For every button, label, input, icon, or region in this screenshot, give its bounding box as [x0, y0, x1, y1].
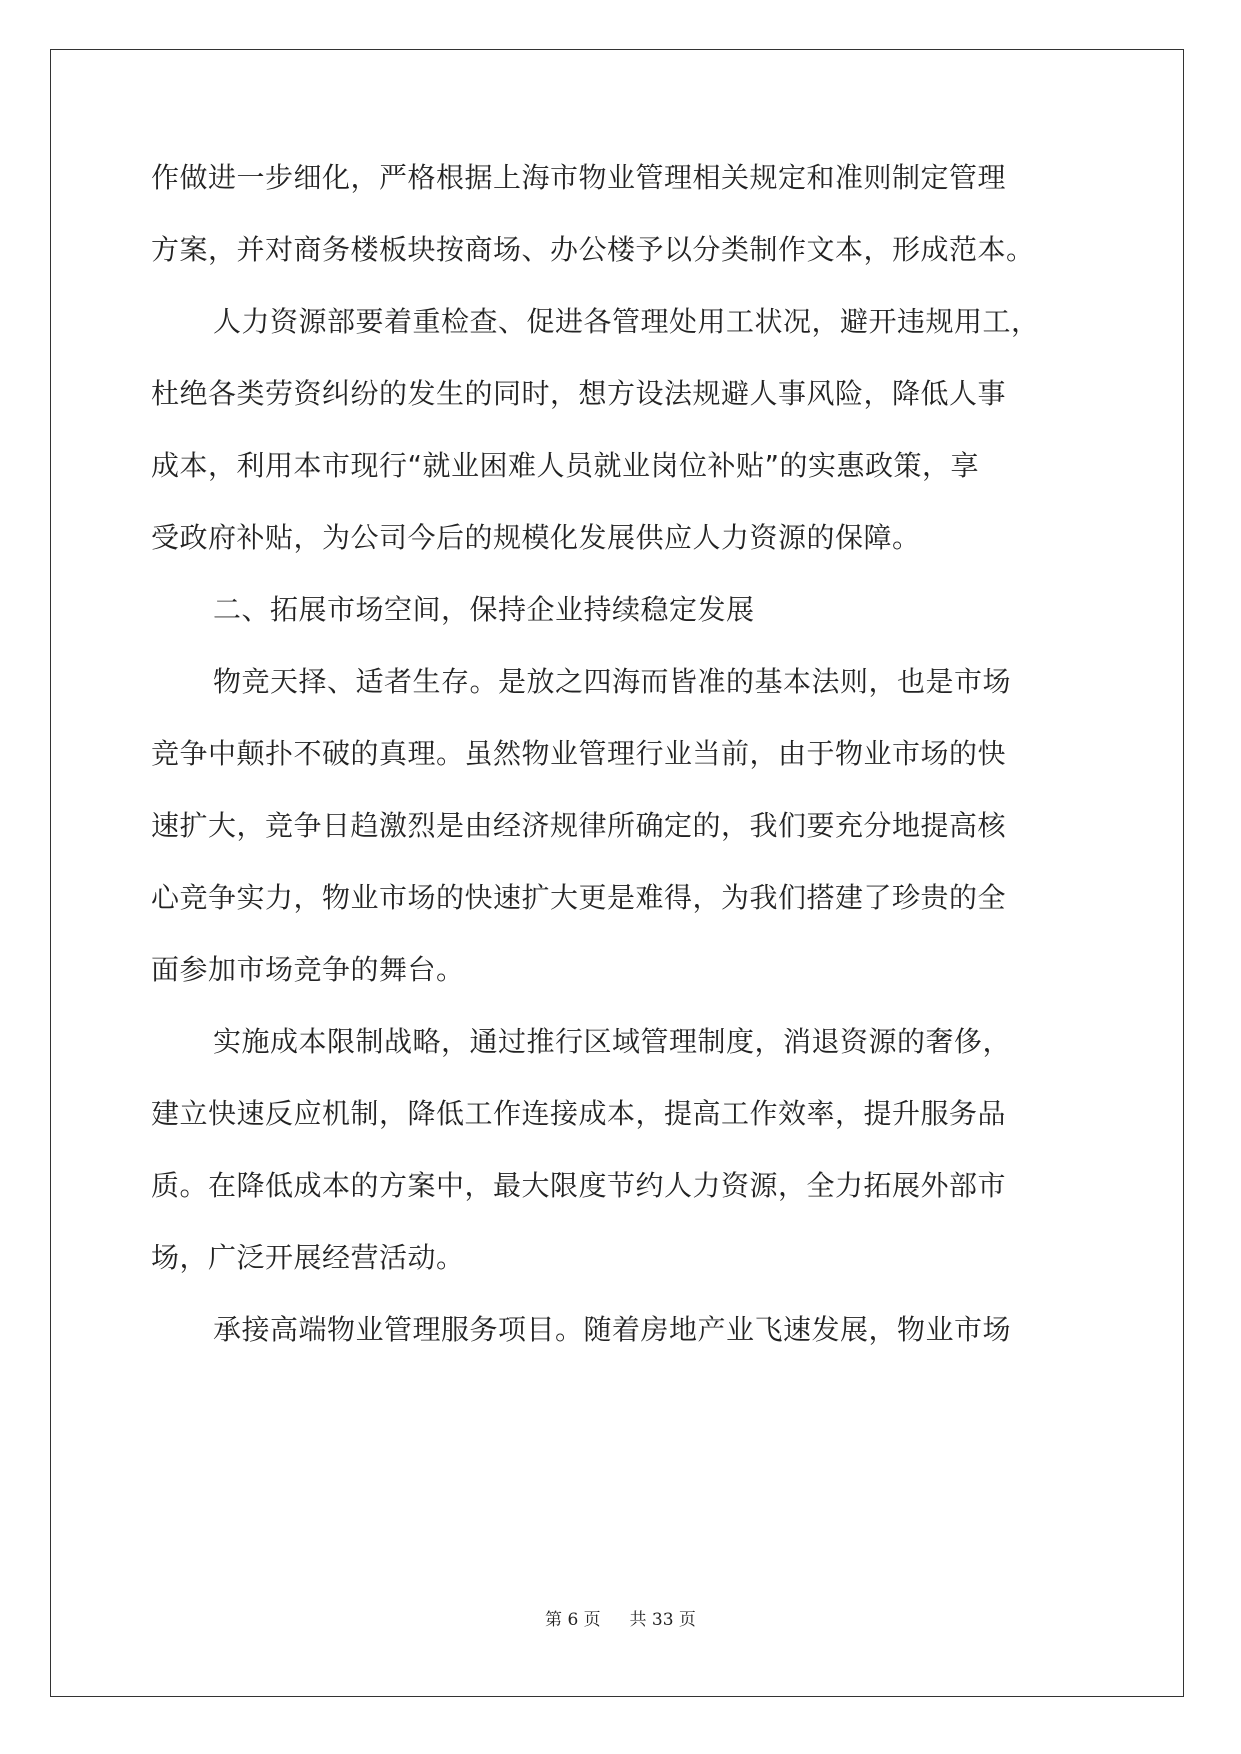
text-line: 面参加市场竞争的舞台。	[151, 953, 465, 986]
text-line: 物竞天择、适者生存。是放之四海而皆准的基本法则，也是市场	[213, 665, 1012, 698]
text-line: 实施成本限制战略，通过推行区域管理制度，消退资源的奢侈，	[213, 1025, 1012, 1058]
text-line: 成本，利用本市现行“就业困难人员就业岗位补贴”的实惠政策，享	[151, 449, 980, 482]
text-line: 作做进一步细化，严格根据上海市物业管理相关规定和准则制定管理	[151, 161, 1007, 194]
text-line: 人力资源部要着重检查、促进各管理处用工状况，避开违规用工，	[213, 305, 1040, 338]
page-border	[50, 49, 1184, 1697]
section-heading: 二、拓展市场空间，保持企业持续稳定发展	[213, 593, 755, 626]
text-line: 竞争中颠扑不破的真理。虽然物业管理行业当前，由于物业市场的快	[151, 737, 1007, 770]
text-line: 杜绝各类劳资纠纷的发生的同时，想方设法规避人事风险，降低人事	[151, 377, 1007, 410]
text-line: 方案，并对商务楼板块按商场、办公楼予以分类制作文本，形成范本。	[151, 233, 1035, 266]
text-line: 受政府补贴，为公司今后的规模化发展供应人力资源的保障。	[151, 521, 921, 554]
text-line: 质。在降低成本的方案中，最大限度节约人力资源，全力拓展外部市	[151, 1169, 1007, 1202]
page-footer	[0, 1605, 1241, 1630]
text-line: 场，广泛开展经营活动。	[151, 1241, 465, 1274]
total-pages: 共 33 页	[629, 1610, 696, 1630]
page-number: 第 6 页	[545, 1610, 601, 1630]
text-line: 承接高端物业管理服务项目。随着房地产业飞速发展，物业市场	[213, 1313, 1012, 1346]
text-line: 建立快速反应机制，降低工作连接成本，提高工作效率，提升服务品	[151, 1097, 1007, 1130]
text-line: 心竞争实力，物业市场的快速扩大更是难得，为我们搭建了珍贵的全	[151, 881, 1007, 914]
text-line: 速扩大，竞争日趋激烈是由经济规律所确定的，我们要充分地提高核	[151, 809, 1007, 842]
